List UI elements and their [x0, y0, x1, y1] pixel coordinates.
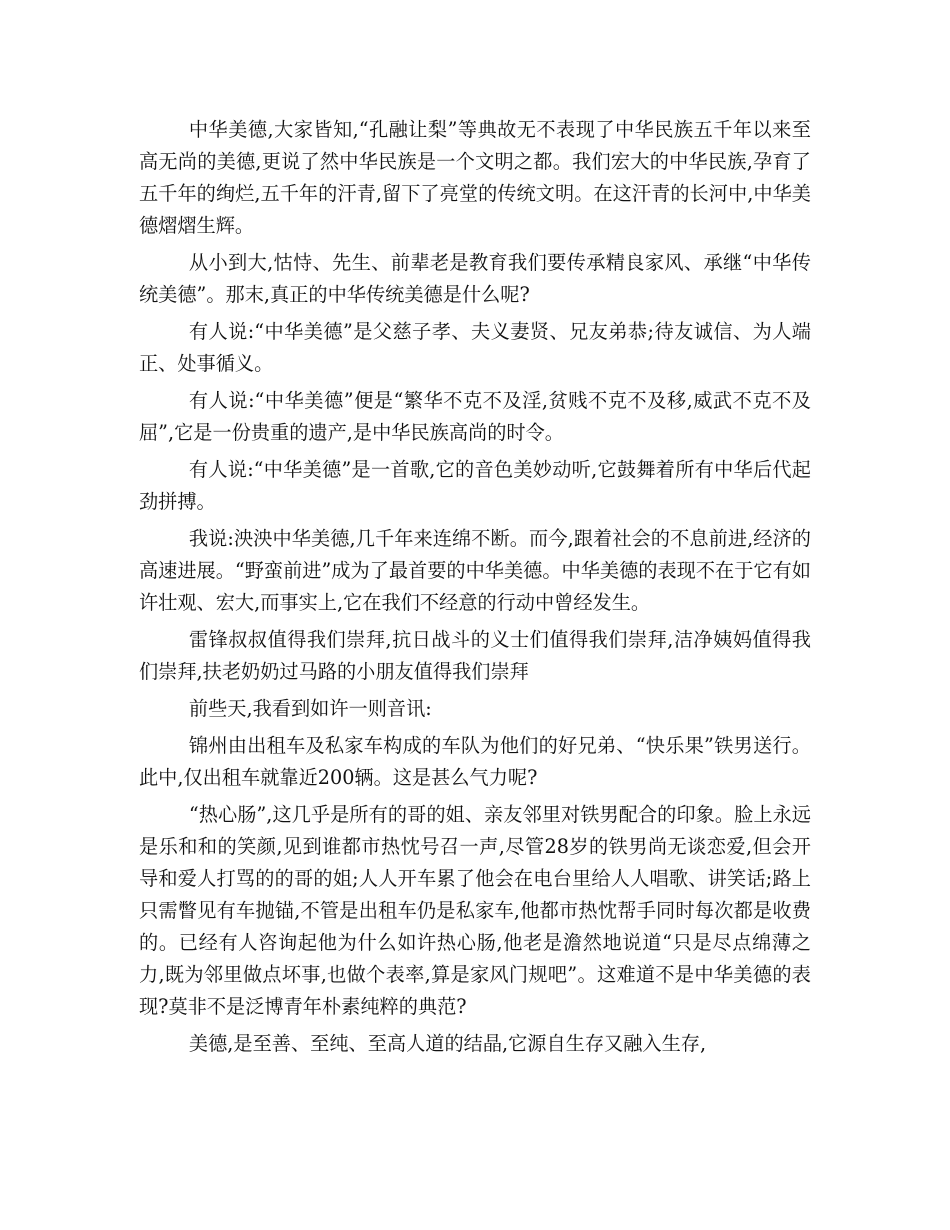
paragraph-5: 有人说:“中华美德”是一首歌,它的音色美妙动听,它鼓舞着所有中华后代起劲拼搏。 — [139, 458, 811, 513]
document-page — [139, 114, 811, 1065]
paragraph-2: 从小到大,怙恃、先生、前辈老是教育我们要传承精良家风、承继“中华传统美德”。那末,真正的中华传统美德是什么呢? — [139, 251, 811, 306]
paragraph-8: 前些天,我看到如许一则音讯: — [188, 697, 432, 720]
paragraph-10: “热心肠”,这几乎是所有的哥的姐、亲友邻里对铁男配合的印象。脸上永远是乐和和的笑颜,见到谁都市热忱号召一声,尽管28岁的铁男尚无谈恋爱,但会开导和爱人打骂的的哥的姐;人人开车累了他会在电台里给人人唱歌、讲笑话;路上只需瞥见有车抛锚,不管是出租车仍是私家车,他都市热忱帮手同时每次都是收费的。已经有人咨询起他为什么如许热心肠,他老是澹然地说道“只是尽点绵薄之力,既为邻里做点坏事,也做个表率,算是家风门规吧”。这难道不是中华美德的表现?莫非不是泛博青年朴素纯粹的典范? — [139, 803, 811, 1018]
paragraph-7: 雷锋叔叔值得我们崇拜,抗日战斗的义士们值得我们崇拜,洁净姨妈值得我们崇拜,扶老奶奶过马路的小朋友值得我们崇拜 — [139, 628, 811, 683]
paragraph-11: 美德,是至善、至纯、至高人道的结晶,它源自生存又融入生存, — [188, 1032, 707, 1055]
paragraph-4: 有人说:“中华美德”便是“繁华不克不及淫,贫贱不克不及移,威武不克不及屈”,它是一份贵重的遗产,是中华民族高尚的时令。 — [139, 389, 811, 444]
paragraph-1: 中华美德,大家皆知,“孔融让梨”等典故无不表现了中华民族五千年以来至高无尚的美德,更说了然中华民族是一个文明之都。我们宏大的中华民族,孕育了五千年的绚烂,五千年的汗青,留下了亮堂的传统文明。在这汗青的长河中,中华美德熠熠生辉。 — [139, 118, 811, 237]
paragraph-9: 锦州由出租车及私家车构成的车队为他们的好兄弟、“快乐果”铁男送行。此中,仅出租车就靠近200辆。这是甚么气力呢? — [139, 734, 811, 789]
paragraph-6: 我说:泱泱中华美德,几千年来连绵不断。而今,跟着社会的不息前进,经济的高速进展。“野蛮前进”成为了最首要的中华美德。中华美德的表现不在于它有如许壮观、宏大,而事实上,它在我们不经意的行动中曾经发生。 — [139, 527, 811, 614]
paragraph-3: 有人说:“中华美德”是父慈子孝、夫义妻贤、兄友弟恭;待友诚信、为人端正、处事循义。 — [139, 320, 811, 375]
